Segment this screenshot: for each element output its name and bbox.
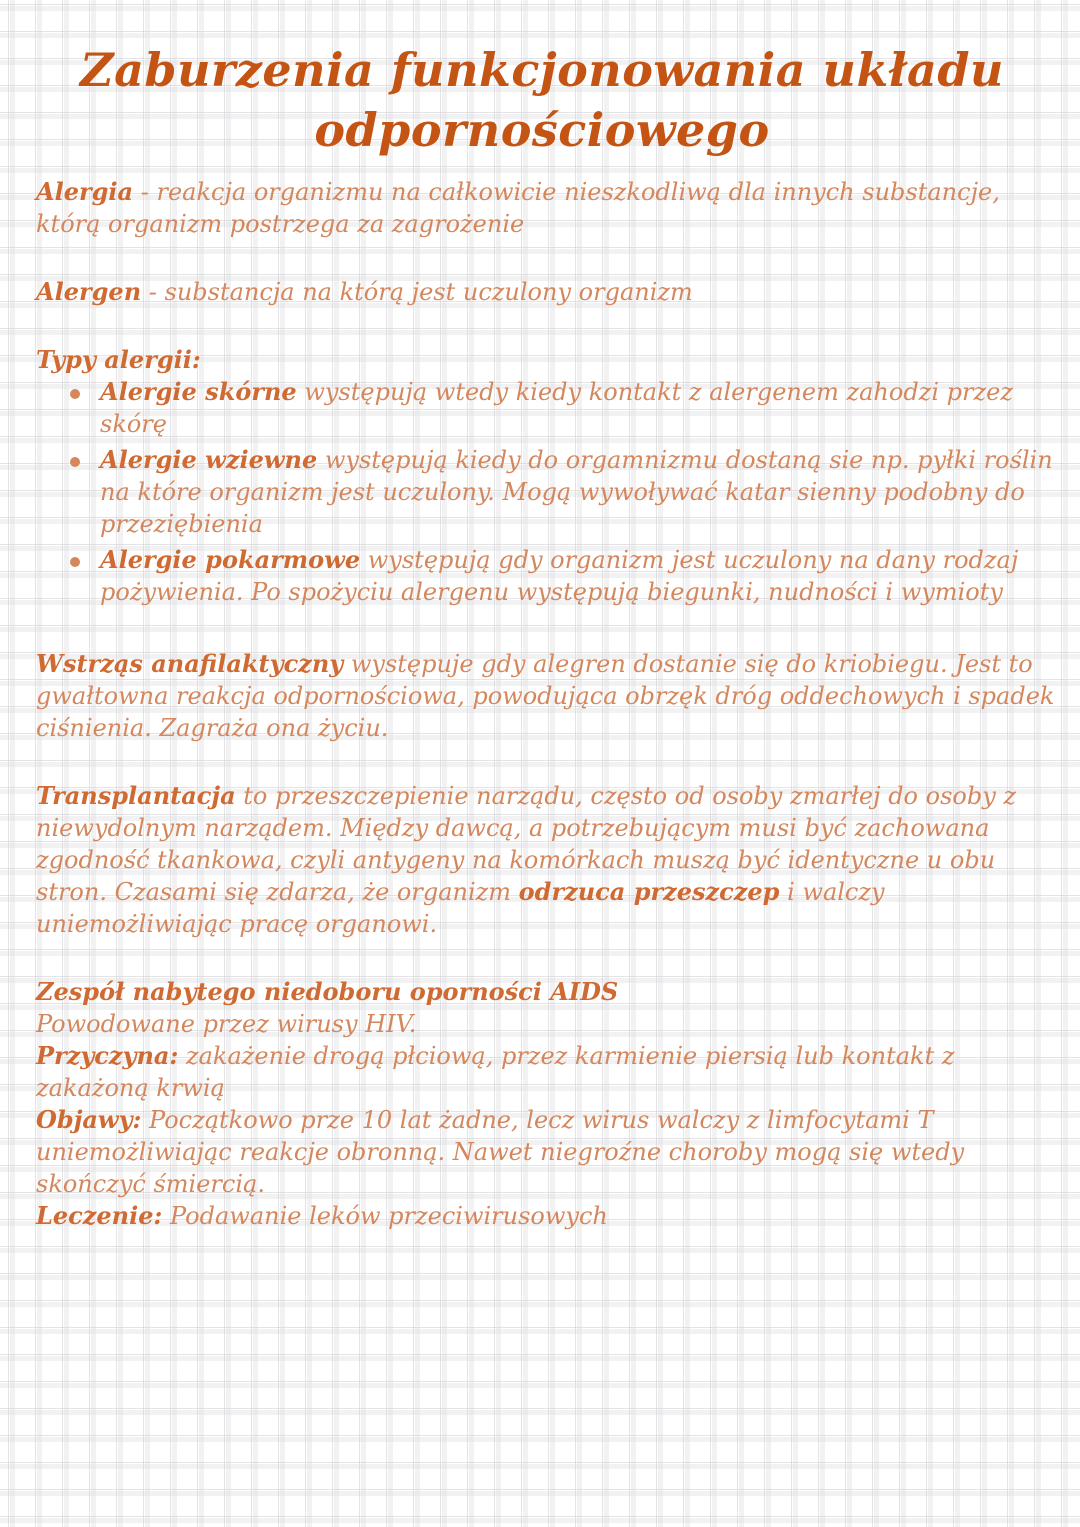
aids-cause-line: Powodowane przez wirusy HIV. xyxy=(36,1010,417,1038)
transplant-text-1: to przeszczepienie narządu, często od osoby zmarłej do osoby z niewydolnym narządem. Między dawcą, a potrzebującym musi być zachowana zgodność tkankowa, czyli antygeny na komórkach muszą być identyczne u obu stron. Czasami się zdarza, że organizm xyxy=(36,782,1017,906)
aids-reason xyxy=(36,1040,1070,1104)
allergy-term: Alergia xyxy=(36,177,134,206)
allergy-definition xyxy=(36,176,1070,240)
aids-treatment-text: Podawanie leków przeciwirusowych xyxy=(162,1202,608,1230)
transplant-rejection-term: odrzuca przeszczep xyxy=(518,877,780,906)
title-line-2: odpornościowego xyxy=(314,103,770,157)
allergen-text: - substancja na którą jest uczulony organizm xyxy=(141,278,693,306)
allergy-type-text: występują kiedy do orgamnizmu dostaną sie np. pyłki roślin na które organizm jest uczulony. Mogą wywoływać katar sienny podobny do przeziębienia xyxy=(100,446,1053,538)
allergy-text: - reakcja organizmu na całkowicie nieszkodliwą dla innych substancje, którą organizm postrzega za zagrożenie xyxy=(36,178,1000,238)
list-item xyxy=(66,376,1070,440)
notes-page xyxy=(36,40,1070,1232)
allergy-type-text: występują gdy organizm jest uczulony na dany rodzaj pożywienia. Po spożyciu alergenu występują biegunki, nudności i wymioty xyxy=(100,546,1019,606)
allergy-type-term: Alergie wziewne xyxy=(100,445,318,474)
aids-reason-label: Przyczyna: xyxy=(36,1041,179,1070)
title-line-1: Zaburzenia funkcjonowania układu xyxy=(80,43,1004,97)
transplant-paragraph xyxy=(36,780,1070,940)
anaphylactic-shock-paragraph xyxy=(36,648,1070,744)
list-item xyxy=(66,544,1070,608)
bullet-icon xyxy=(70,557,80,567)
allergen-term: Alergen xyxy=(36,277,142,306)
bullet-icon xyxy=(70,389,80,399)
transplant-text-2: i walczy uniemożliwiając pracę organowi. xyxy=(36,878,885,938)
allergy-types-heading: Typy alergii: xyxy=(36,345,201,374)
list-item xyxy=(66,444,1070,540)
aids-heading: Zespół nabytego niedoboru oporności AIDS xyxy=(36,977,619,1006)
allergy-types-list xyxy=(36,376,1070,608)
aids-treatment-label: Leczenie: xyxy=(36,1201,163,1230)
allergy-type-text: występują wtedy kiedy kontakt z alergenem zahodzi przez skórę xyxy=(100,378,1013,438)
aids-symptoms-text: Początkowo prze 10 lat żadne, lecz wirus walczy z limfocytami T uniemożliwiając reakcje obronną. Nawet niegroźne choroby mogą się wtedy skończyć śmiercią. xyxy=(36,1106,965,1198)
page-title xyxy=(14,40,1070,160)
allergy-type-term: Alergie skórne xyxy=(100,377,297,406)
aids-reason-text: zakażenie drogą płciową, przez karmienie piersią lub kontakt z zakażoną krwią xyxy=(36,1042,955,1102)
aids-symptoms-label: Objawy: xyxy=(36,1105,142,1134)
aids-treatment xyxy=(36,1200,1070,1232)
bullet-icon xyxy=(70,457,80,467)
transplant-term: Transplantacja xyxy=(36,781,236,810)
shock-text: występuje gdy alegren dostanie się do kriobiegu. Jest to gwałtowna reakcja odpornościowa, powodująca obrzęk dróg oddechowych i spadek ciśnienia. Zagraża ona życiu. xyxy=(36,650,1055,742)
allergen-definition xyxy=(36,276,1070,308)
aids-symptoms xyxy=(36,1104,1070,1200)
allergy-type-term: Alergie pokarmowe xyxy=(100,545,361,574)
shock-term: Wstrząs anafilaktyczny xyxy=(36,649,344,678)
